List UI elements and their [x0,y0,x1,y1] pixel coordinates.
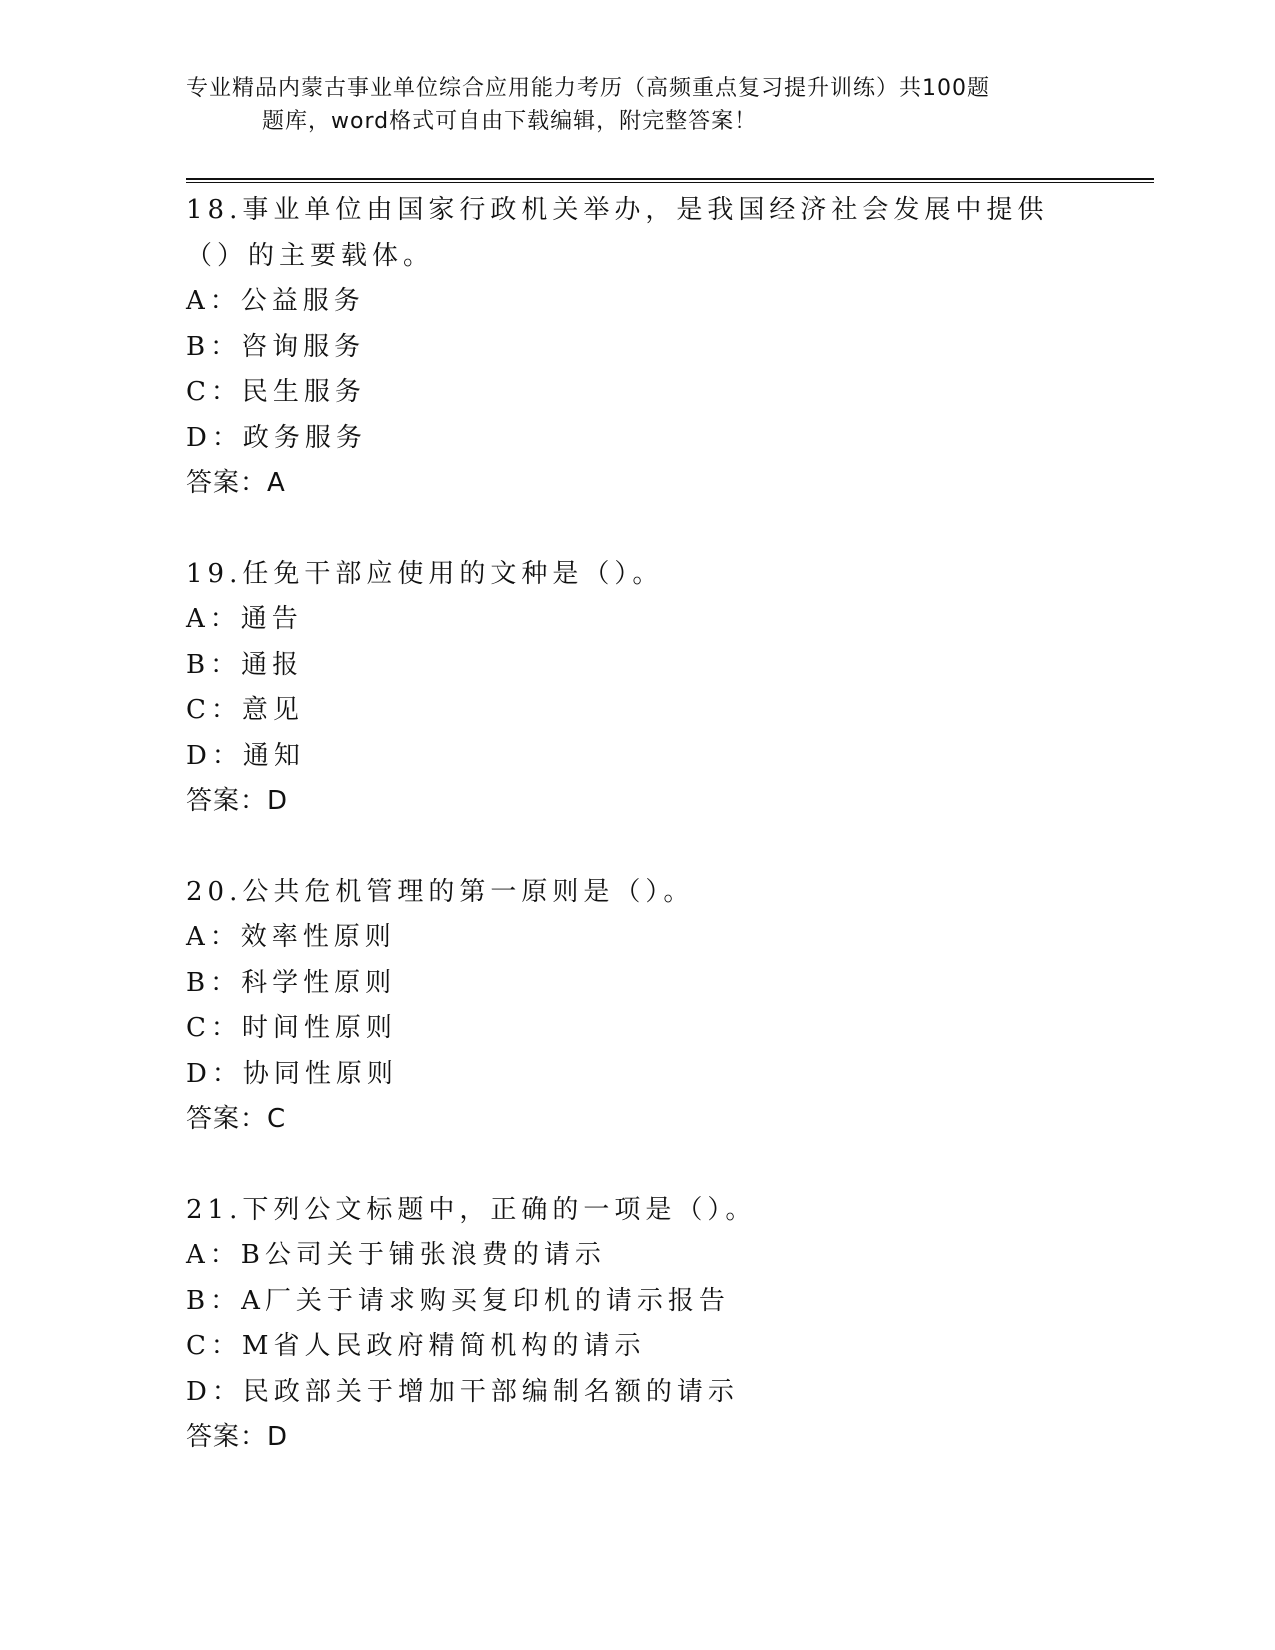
question-21 [186,1188,1086,1461]
option-d: D：民政部关于增加干部编制名额的请示 [186,1376,739,1407]
option-c: C：民生服务 [186,377,366,407]
option-c: C：M省人民政府精简机构的请示 [186,1331,646,1361]
option-d: D：政务服务 [186,422,367,453]
question-stem [186,552,1086,598]
question-number: 19. [186,558,243,589]
answer: 答案：C [186,1104,287,1134]
option-b: B：A厂关于请求购买复印机的请示报告 [186,1285,730,1316]
option-b: B：咨询服务 [186,331,366,362]
option-a: A：效率性原则 [186,922,396,952]
question-list [186,188,1086,1506]
option-a: A：通告 [186,604,303,634]
question-19 [186,552,1086,825]
document-title-line-2: 题库，word格式可自由下载编辑，附完整答案！ [262,109,758,134]
question-20 [186,870,1086,1143]
question-stem [186,870,1086,916]
question-number: 18. [186,195,243,225]
answer: 答案：A [186,468,286,498]
question-text: 事业单位由国家行政机关举办，是我国经济社会发展中提供（）的主要载体。 [186,195,1049,271]
option-c: C：时间性原则 [186,1013,397,1043]
question-number: 21. [186,1194,243,1225]
question-stem [186,1188,1086,1234]
option-b: B：通报 [186,649,304,680]
option-b: B：科学性原则 [186,967,397,998]
option-d: D：协同性原则 [186,1058,398,1089]
document-header [186,72,1066,138]
question-text: 公共危机管理的第一原则是（）。 [242,876,695,907]
answer: 答案：D [186,786,289,816]
question-text: 下列公文标题中，正确的一项是（）。 [242,1194,757,1225]
answer: 答案：D [186,1422,289,1452]
question-number: 20. [186,876,243,907]
option-c: C：意见 [186,695,304,725]
option-a: A：B公司关于铺张浪费的请示 [186,1240,606,1270]
document-title-line-1: 专业精品内蒙古事业单位综合应用能力考历（高频重点复习提升训练）共100题 [186,76,990,101]
question-stem [186,188,1086,279]
question-text: 任免干部应使用的文种是（）。 [242,558,664,589]
header-divider [186,178,1154,183]
question-18 [186,188,1086,507]
option-d: D：通知 [186,740,305,771]
option-a: A：公益服务 [186,286,365,316]
